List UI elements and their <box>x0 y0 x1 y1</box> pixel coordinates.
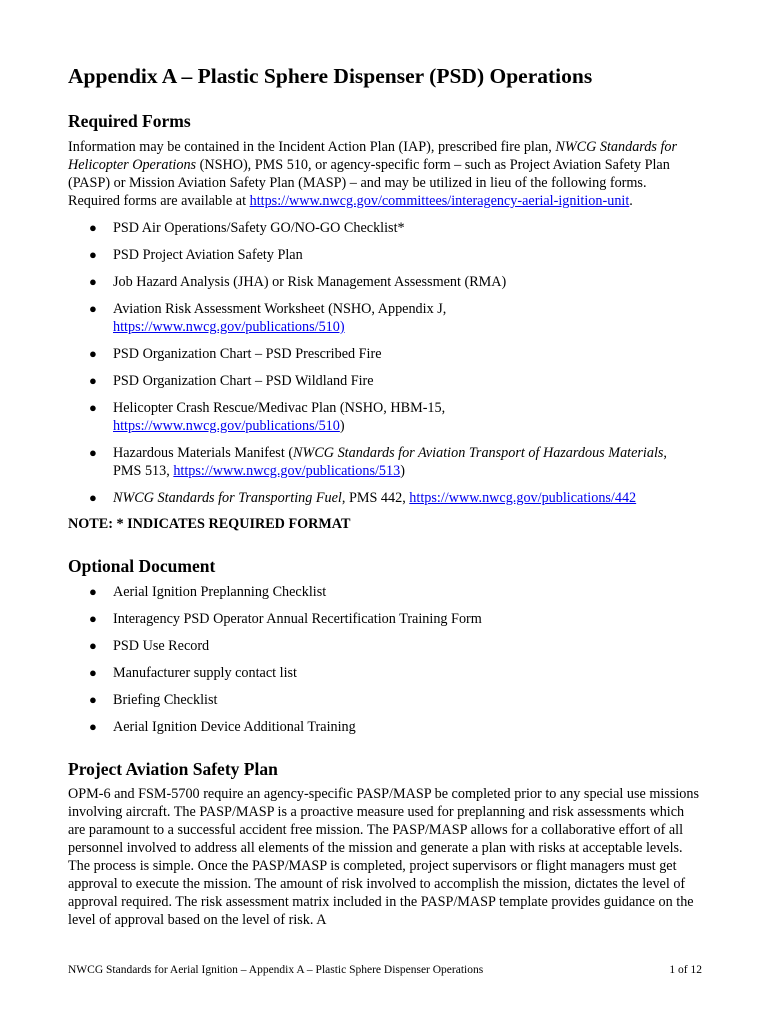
list-item <box>68 246 704 264</box>
list-item-tail: ) <box>400 463 405 479</box>
list-item-italic: NWCG Standards for Transporting Fuel <box>113 490 342 506</box>
pasp-body: OPM-6 and FSM-5700 require an agency-specific PASP/MASP be completed prior to any special use missions involving aircraft. The PASP/MASP is a proactive measure used for preplanning and risk assessments which are paramount to a successful accident free mission. The PASP/MASP allows for a collaborative effort of all personnel involved to address all elements of the mission and generate a plan with risks at acceptable levels. The process is simple. Once the PASP/MASP is completed, project supervisors or flight managers must get approval to execute the mission. The amount of risk involved to accomplish the mission, dictates the level of approval required. The risk assessment matrix included in the PASP/MASP template provides guidance on the level of approval based on the level of risk. A <box>68 786 700 928</box>
list-item-text: , PMS 513, <box>113 445 667 479</box>
bullet-icon: ● <box>89 665 97 680</box>
list-item <box>68 637 704 655</box>
bullet-icon: ● <box>89 346 97 361</box>
list-item <box>68 664 704 682</box>
list-item-text: PSD Organization Chart – PSD Prescribed Fire <box>113 346 382 362</box>
list-item <box>68 219 704 237</box>
list-item <box>68 583 704 601</box>
page-number: 1 of 12 <box>669 964 702 976</box>
bullet-icon: ● <box>89 301 97 316</box>
required-format-note: NOTE: * INDICATES REQUIRED FORMAT <box>68 516 351 532</box>
list-item-link[interactable]: https://www.nwcg.gov/publications/513 <box>173 463 401 479</box>
list-item-text: Helicopter Crash Rescue/Medivac Plan (NSHO, HBM-15, <box>113 400 446 416</box>
list-item <box>68 273 704 291</box>
list-item-text: Interagency PSD Operator Annual Recertification Training Form <box>113 611 482 627</box>
list-item-text: Manufacturer supply contact list <box>113 665 297 681</box>
list-item-text: Hazardous Materials Manifest ( <box>113 445 294 461</box>
bullet-icon: ● <box>89 490 97 505</box>
bullet-icon: ● <box>89 445 97 460</box>
list-item-text: PSD Use Record <box>113 638 210 654</box>
intro-link[interactable]: https://www.nwcg.gov/committees/interagency-aerial-ignition-unit <box>249 193 630 209</box>
list-item <box>68 444 673 480</box>
list-item <box>68 399 704 435</box>
list-item <box>68 610 704 628</box>
list-item <box>68 345 704 363</box>
required-forms-heading: Required Forms <box>68 111 191 131</box>
intro-end: . <box>629 193 633 209</box>
list-item-text: Aerial Ignition Preplanning Checklist <box>113 584 327 600</box>
bullet-icon: ● <box>89 692 97 707</box>
list-item-text: PSD Air Operations/Safety GO/NO-GO Checklist* <box>113 220 405 236</box>
list-item-tail: ) <box>339 418 345 434</box>
list-item <box>68 718 704 736</box>
list-item-text: PSD Organization Chart – PSD Wildland Fire <box>113 373 374 389</box>
bullet-icon: ● <box>89 400 97 415</box>
list-item-text: PSD Project Aviation Safety Plan <box>113 247 303 263</box>
bullet-icon: ● <box>89 220 97 235</box>
optional-list <box>68 583 704 736</box>
list-item-text: , PMS 442, <box>341 490 410 506</box>
intro-italic: NWCG Standards for Helicopter Operations <box>68 139 678 173</box>
list-item <box>68 300 704 336</box>
required-forms-list <box>68 219 704 507</box>
required-forms-intro <box>68 138 700 210</box>
list-item-link[interactable]: https://www.nwcg.gov/publications/442 <box>409 490 637 506</box>
list-item-link[interactable]: https://www.nwcg.gov/publications/510) <box>113 319 345 335</box>
list-item <box>68 372 704 390</box>
optional-document-heading: Optional Document <box>68 556 216 576</box>
bullet-icon: ● <box>89 247 97 262</box>
list-item-italic: NWCG Standards for Aviation Transport of Hazardous Materials <box>293 445 664 461</box>
page-title: Appendix A – Plastic Sphere Dispenser (PSD) Operations <box>68 64 593 88</box>
list-item <box>68 691 704 709</box>
document-page <box>68 62 704 929</box>
page-footer <box>68 963 702 977</box>
bullet-icon: ● <box>89 373 97 388</box>
bullet-icon: ● <box>89 274 97 289</box>
list-item-text: Aviation Risk Assessment Worksheet (NSHO, Appendix J, <box>113 301 447 317</box>
pasp-heading: Project Aviation Safety Plan <box>68 759 278 779</box>
list-item-text: Aerial Ignition Device Additional Training <box>113 719 356 735</box>
bullet-icon: ● <box>89 584 97 599</box>
list-item-text: Briefing Checklist <box>113 692 218 708</box>
footer-title: NWCG Standards for Aerial Ignition – Appendix A – Plastic Sphere Dispenser Operations <box>68 964 484 976</box>
bullet-icon: ● <box>89 719 97 734</box>
intro-text-1: Information may be contained in the Incident Action Plan (IAP), prescribed fire plan, <box>68 139 556 155</box>
bullet-icon: ● <box>89 611 97 626</box>
bullet-icon: ● <box>89 638 97 653</box>
list-item-text: Job Hazard Analysis (JHA) or Risk Management Assessment (RMA) <box>113 274 507 290</box>
list-item <box>68 489 704 507</box>
list-item-link[interactable]: https://www.nwcg.gov/publications/510 <box>113 418 340 434</box>
intro-text-2: (NSHO), PMS 510, or agency-specific form – such as Project Aviation Safety Plan (PASP) or Mission Aviation Safety Plan (MASP) – and may be utilized in lieu of the following forms. Required forms are available at <box>68 157 670 209</box>
